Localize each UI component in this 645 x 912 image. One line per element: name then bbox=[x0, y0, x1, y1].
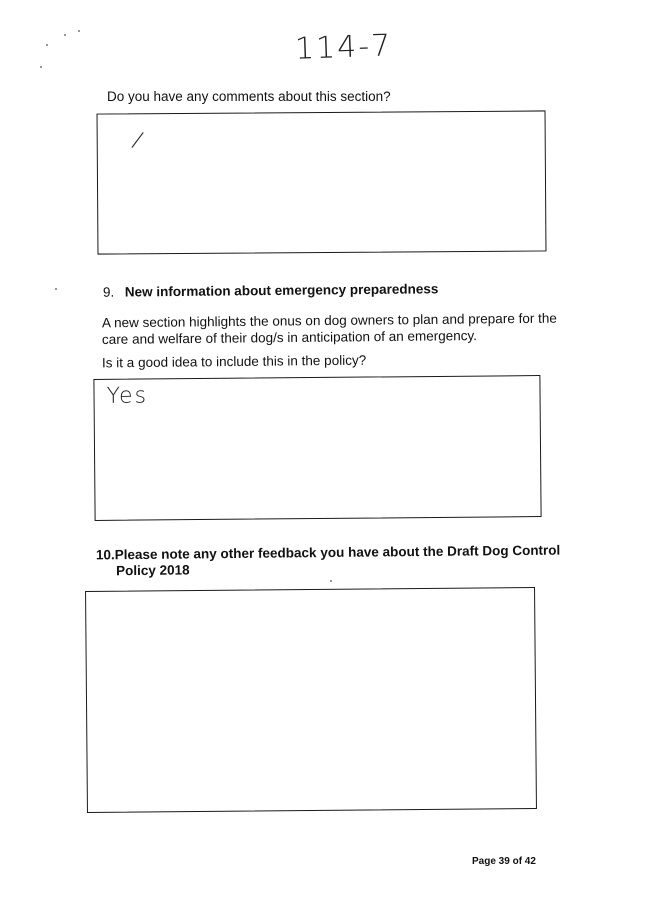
question-9-heading bbox=[103, 281, 439, 301]
comments-prompt: Do you have any comments about this section? bbox=[107, 89, 391, 104]
question-9-prompt: Is it a good idea to include this in the policy? bbox=[101, 352, 367, 371]
scan-speck bbox=[330, 580, 332, 582]
question-10-number: 10. bbox=[95, 547, 115, 563]
comments-answer-box[interactable] bbox=[97, 110, 547, 254]
page-footer-number: Page 39 of 42 bbox=[472, 856, 536, 867]
question-9-number: 9. bbox=[102, 284, 115, 300]
scan-speck bbox=[40, 66, 42, 68]
question-10-title-line-2: Policy 2018 bbox=[116, 562, 190, 579]
comments-answer-mark: / bbox=[129, 127, 148, 155]
question-10-answer-box[interactable] bbox=[85, 587, 537, 813]
handwritten-reference-number: 114-7 bbox=[294, 28, 393, 67]
scan-speck bbox=[64, 34, 66, 36]
scan-speck bbox=[46, 44, 48, 46]
scan-speck bbox=[78, 30, 80, 32]
scan-speck bbox=[55, 288, 57, 290]
question-9-answer: Yes bbox=[106, 383, 149, 409]
question-9-body-line-1: A new section highlights the onus on dog owners to plan and prepare for the bbox=[101, 310, 557, 331]
question-9-title: New information about emergency preparedness bbox=[124, 281, 439, 300]
question-9-body-line-2: care and welfare of their dog/s in anticipation of an emergency. bbox=[101, 328, 478, 347]
question-10-title-line-1: Please note any other feedback you have about the Draft Dog Control bbox=[114, 542, 561, 563]
question-9-answer-box[interactable] bbox=[93, 375, 541, 521]
question-10-heading bbox=[96, 543, 561, 580]
